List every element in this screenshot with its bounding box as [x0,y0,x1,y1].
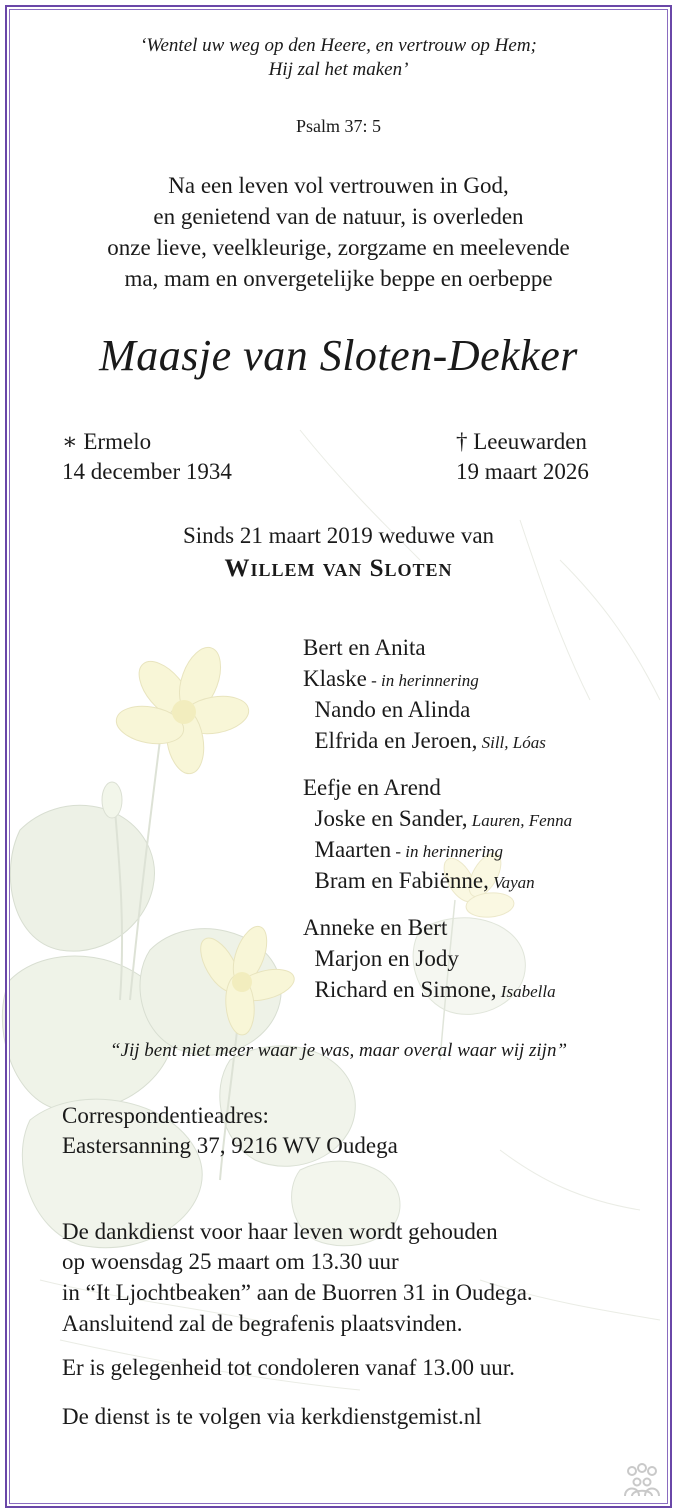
family-name: Anneke en Bert [303,915,448,940]
family-name: Joske en Sander, [303,806,468,831]
family-name: Bram en Fabiënne, [303,868,489,893]
family-note: - in herinnering [391,842,504,861]
family-row [303,974,556,1007]
service-line-4: Aansluitend zal de begrafenis plaatsvinden. [62,1311,463,1336]
intro-line-4: ma, mam en onvergetelijke beppe en oerbeppe [124,266,553,291]
family-name: Elfrida en Jeroen, [303,728,478,753]
deceased-name: Maasje van Sloten-Dekker [99,331,578,380]
intro-line-1: Na een leven vol vertrouwen in God, [168,173,509,198]
family-row [303,772,441,803]
intro-line-2: en genietend van de natuur, is overleden [153,204,524,229]
family-row [303,865,535,898]
service-line-2: op woensdag 25 maart om 13.30 uur [62,1249,399,1274]
family-row [303,912,447,943]
closing-quote: “Jij bent niet meer waar je was, maar overal waar wij zijn” [109,1040,568,1061]
family-note: Sill, Lóas [477,733,546,752]
family-note: Isabella [496,982,556,1001]
family-row [303,725,546,758]
family-row [303,803,572,836]
condolence-line: Er is gelegenheid tot condoleren vanaf 13.00 uur. [62,1355,515,1380]
service-line-1: De dankdienst voor haar leven wordt gehouden [62,1219,498,1244]
motto-line-1: ‘Wentel uw weg op den Heere, en vertrouw op Hem; [140,35,537,56]
family-row [303,943,459,974]
family-name: Marjon en Jody [303,946,459,971]
people-group-icon [622,1462,662,1498]
stream-line: De dienst is te volgen via kerkdienstgemist.nl [62,1404,482,1429]
birth-date: 14 december 1934 [62,459,232,484]
family-name: Klaske [303,666,367,691]
death-place: † Leeuwarden [456,429,587,454]
family-row [303,834,503,867]
spouse-name: Willem van Sloten [224,555,453,582]
service-line-3: in “It Ljochtbeaken” aan de Buorren 31 in Oudega. [62,1280,533,1305]
birth-place: ∗ Ermelo [62,429,152,454]
family-name: Bert en Anita [303,635,426,660]
intro-line-3: onze lieve, veelkleurige, zorgzame en meelevende [107,235,570,260]
family-note: Vayan [488,873,535,892]
family-name: Richard en Simone, [303,977,497,1002]
family-row [303,663,479,696]
correspondence-address: Eastersanning 37, 9216 WV Oudega [62,1133,398,1158]
family-name: Nando en Alinda [303,697,471,722]
widow-line: Sinds 21 maart 2019 weduwe van [182,523,495,548]
family-row [303,632,426,663]
family-name: Maarten [303,837,392,862]
family-row [303,694,470,725]
motto-line-2: Hij zal het maken’ [268,59,409,80]
family-note: Lauren, Fenna [467,811,573,830]
family-note: - in herinnering [366,671,479,690]
psalm-reference: Psalm 37: 5 [295,116,381,136]
correspondence-label: Correspondentieadres: [62,1103,269,1128]
family-name: Eefje en Arend [303,775,441,800]
death-date: 19 maart 2026 [456,459,589,484]
